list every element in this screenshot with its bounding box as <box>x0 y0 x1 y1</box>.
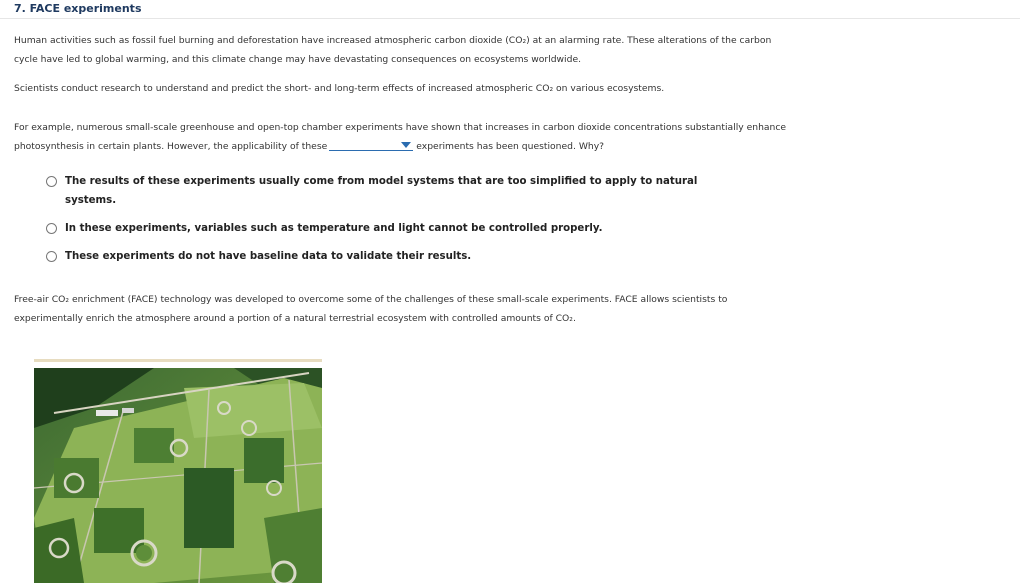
answer-option-label: These experiments do not have baseline data to validate their results. <box>65 251 472 262</box>
research-paragraph: Scientists conduct research to understand and predict the short- and long-term effects of increased atmospheric CO₂ on various ecosystems. <box>14 83 665 94</box>
figure-top-bar <box>34 359 322 362</box>
example-paragraph <box>14 118 794 156</box>
answer-options <box>46 172 746 266</box>
question-title: 7. FACE experiments <box>14 2 142 15</box>
radio-button-icon[interactable] <box>46 223 57 234</box>
answer-option-3[interactable] <box>46 247 746 266</box>
answer-option-1[interactable] <box>46 172 746 210</box>
intro-paragraph: Human activities such as fossil fuel burning and deforestation have increased atmospheric carbon dioxide (CO₂) at an alarming rate. These alterations of the carbon cycle have led to global warming, and this climate change may have devastating consequences on ecosystems worldwide. <box>14 35 772 65</box>
answer-option-2[interactable] <box>46 219 746 238</box>
face-paragraph: Free-air CO₂ enrichment (FACE) technology was developed to overcome some of the challenges of these small-scale experiments. FACE allows scientists to experimentally enrich the atmosphere around a portion of a natural terrestrial ecosystem with controlled amounts of CO₂. <box>14 294 728 324</box>
radio-button-icon[interactable] <box>46 251 57 262</box>
answer-dropdown[interactable] <box>329 139 413 151</box>
answer-option-label: In these experiments, variables such as temperature and light cannot be controlled properly. <box>65 223 603 234</box>
chevron-down-icon <box>401 142 411 148</box>
aerial-photo-image <box>34 368 322 583</box>
radio-button-icon[interactable] <box>46 176 57 187</box>
face-aerial-photo <box>34 359 322 583</box>
example-text-before: For example, numerous small-scale greenhouse and open-top chamber experiments have shown that increases in carbon dioxide concentrations substantially enhance photosynthesis in certain plants. However, the applicability of these <box>14 122 787 152</box>
question-header <box>0 0 1020 19</box>
example-text-after: experiments has been questioned. Why? <box>416 141 605 152</box>
answer-option-label: The results of these experiments usually come from model systems that are too simplified to apply to natural systems. <box>65 176 698 206</box>
